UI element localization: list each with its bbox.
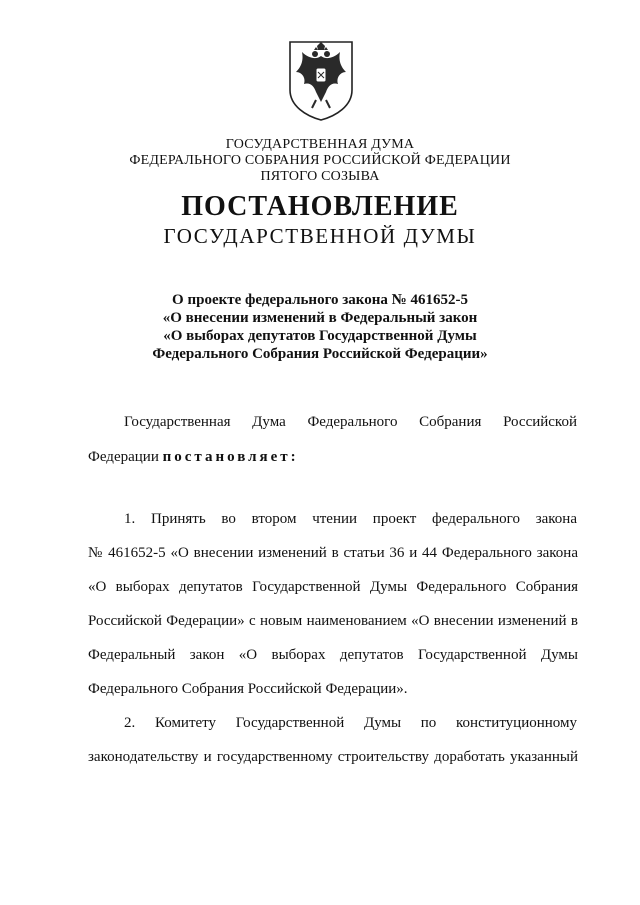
about-line-4: Федерального Собрания Российской Федерации» [152, 346, 488, 362]
header-line-2: ФЕДЕРАЛЬНОГО СОБРАНИЯ РОССИЙСКОЙ ФЕДЕРАЦИИ [129, 153, 511, 168]
item2-line-1: 2. Комитету Государственной Думы по конституционному [124, 715, 577, 731]
item2-line-2: законодательству и государственному строительству доработать указанный [88, 749, 578, 765]
item1-line-6: Федерального Собрания Российской Федерации». [88, 681, 408, 697]
preamble-line-2-start: Федерации [88, 449, 163, 465]
preamble-line-2 [88, 448, 578, 466]
header-line-3: ПЯТОГО СОЗЫВА [260, 169, 380, 184]
document-title: ПОСТАНОВЛЕНИЕ [181, 191, 459, 222]
about-line-2: «О внесении изменений в Федеральный закон [162, 310, 478, 326]
preamble-line-1: Государственная Дума Федерального Собрания Российской [124, 414, 577, 430]
about-line-3: «О выборах депутатов Государственной Думы [163, 328, 477, 344]
item1-line-2: № 461652-5 «О внесении изменений в статьи 36 и 44 Федерального закона [88, 545, 578, 561]
document-subtitle: ГОСУДАРСТВЕННОЙ ДУМЫ [163, 224, 477, 248]
coat-of-arms-icon [286, 38, 356, 122]
preamble-decision-word: постановляет: [162, 449, 299, 465]
item1-line-1: 1. Принять во втором чтении проект федерального закона [124, 511, 577, 527]
about-line-1: О проекте федерального закона № 461652-5 [172, 292, 468, 308]
item1-line-5: Федеральный закон «О выборах депутатов Государственной Думы [88, 647, 578, 663]
header-line-1: ГОСУДАРСТВЕННАЯ ДУМА [225, 137, 415, 152]
item1-line-4: Российской Федерации» с новым наименованием «О внесении изменений в [88, 613, 578, 629]
item1-line-3: «О выборах депутатов Государственной Думы Федерального Собрания [88, 579, 578, 595]
